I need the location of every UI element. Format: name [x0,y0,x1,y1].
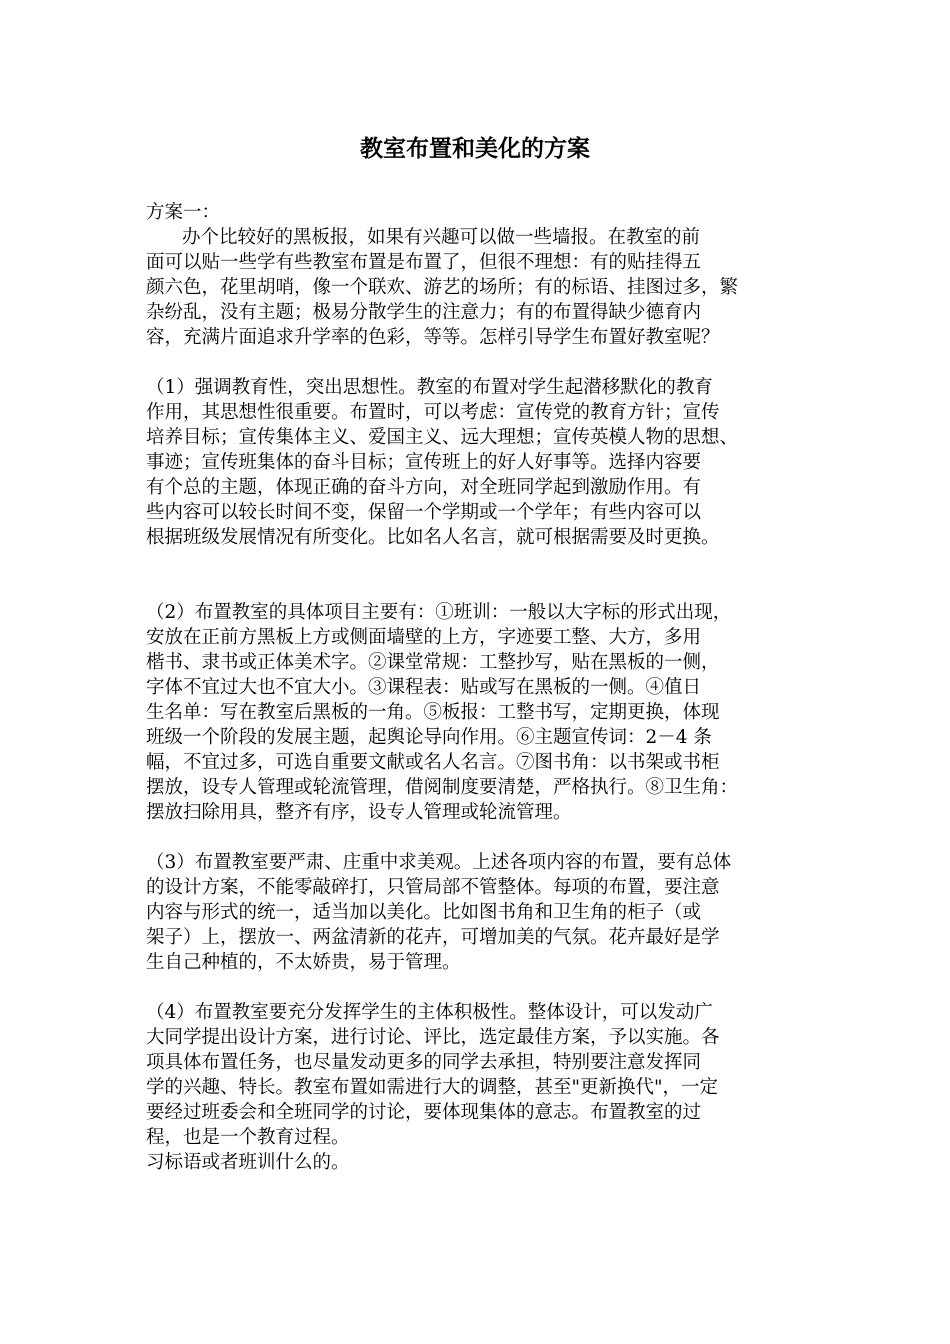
text-line: 颜六色，花里胡哨，像一个联欢、游艺的场所；有的标语、挂图过多，繁 [146,277,739,298]
text-line: 方案一： [146,202,221,223]
text-line: 习标语或者班训什么的。 [146,1152,350,1173]
text-line: 些内容可以较长时间不变，保留一个学期或一个学年；有些内容可以 [146,502,702,523]
paragraph-spacer [146,350,830,375]
section-heading [146,200,830,225]
text-line: 生自己种植的，不太娇贵，易于管理。 [146,952,461,973]
text-line: 生名单：写在教室后黑板的一角。⑤板报：工整书写，定期更换，体现 [146,702,720,723]
text-line: 有个总的主题，体现正确的奋斗方向，对全班同学起到激励作用。有 [146,477,702,498]
text-line: 内容与形式的统一，适当加以美化。比如图书角和卫生角的柜子（或 [146,902,702,923]
text-line: 的设计方案，不能零敲碎打，只管局部不管整体。每项的布置，要注意 [146,877,720,898]
text-line: 要经过班委会和全班同学的讨论，要体现集体的意志。布置教室的过 [146,1102,702,1123]
text-line: （4）布置教室要充分发挥学生的主体积极性。整体设计，可以发动广 [146,1002,713,1023]
text-line: 面可以贴一些学有些教室布置是布置了，但很不理想：有的贴挂得五 [146,252,702,273]
text-line: 作用，其思想性很重要。布置时，可以考虑：宣传党的教育方针；宣传 [146,402,720,423]
text-line: （2）布置教室的具体项目主要有：①班训：一般以大字标的形式出现， [146,602,732,623]
text-line: 根据班级发展情况有所变化。比如名人名言，就可根据需要及时更换。 [146,527,720,548]
document-title: 教室布置和美化的方案 [360,135,590,162]
text-line: 事迹；宣传班集体的奋斗目标；宣传班上的好人好事等。选择内容要 [146,452,702,473]
text-line: 杂纷乱，没有主题；极易分散学生的注意力；有的布置得缺少德育内 [146,302,702,323]
paragraph-point-1 [146,375,830,550]
text-line: （3）布置教室要严肃、庄重中求美观。上述各项内容的布置，要有总体 [146,852,732,873]
paragraph-spacer [146,825,830,850]
text-line: 容，充满片面追求升学率的色彩，等等。怎样引导学生布置好教室呢？ [146,327,720,348]
text-line: 安放在正前方黑板上方或侧面墙壁的上方，字迹要工整、大方，多用 [146,627,702,648]
text-line: 楷书、隶书或正体美术字。②课堂常规：工整抄写，贴在黑板的一侧， [146,652,720,673]
paragraph-point-4 [146,1000,830,1175]
paragraph-point-3 [146,850,830,975]
text-line: 架子）上，摆放一、两盆清新的花卉，可增加美的气氛。花卉最好是学 [146,927,720,948]
text-line: 办个比较好的黑板报，如果有兴趣可以做一些墙报。在教室的前 [182,227,701,248]
text-line: （1）强调教育性，突出思想性。教室的布置对学生起潜移默化的教育 [146,377,713,398]
paragraph-spacer [146,550,830,600]
document-body [146,200,830,1175]
text-line: 字体不宜过大也不宜大小。③课程表：贴或写在黑板的一侧。④值日 [146,677,702,698]
intro-paragraph [146,225,830,350]
text-line: 幅，不宜过多，可选自重要文献或名人名言。⑦图书角：以书架或书柜 [146,752,720,773]
text-line: 摆放扫除用具，整齐有序，设专人管理或轮流管理。 [146,802,572,823]
text-line: 程，也是一个教育过程。 [146,1127,350,1148]
text-line: 摆放，设专人管理或轮流管理，借阅制度要清楚，严格执行。⑧卫生角： [146,777,739,798]
paragraph-spacer [146,975,830,1000]
text-line: 大同学提出设计方案，进行讨论、评比，选定最佳方案，予以实施。各 [146,1027,720,1048]
paragraph-point-2 [146,600,830,825]
text-line: 学的兴趣、特长。教室布置如需进行大的调整，甚至"更新换代"，一定 [146,1077,719,1098]
text-line: 班级一个阶段的发展主题，起舆论导向作用。⑥主题宣传词：2－4 条 [146,727,712,748]
text-line: 培养目标；宣传集体主义、爱国主义、远大理想；宣传英模人物的思想、 [146,427,739,448]
text-line: 项具体布置任务，也尽量发动更多的同学去承担，特别要注意发挥同 [146,1052,702,1073]
